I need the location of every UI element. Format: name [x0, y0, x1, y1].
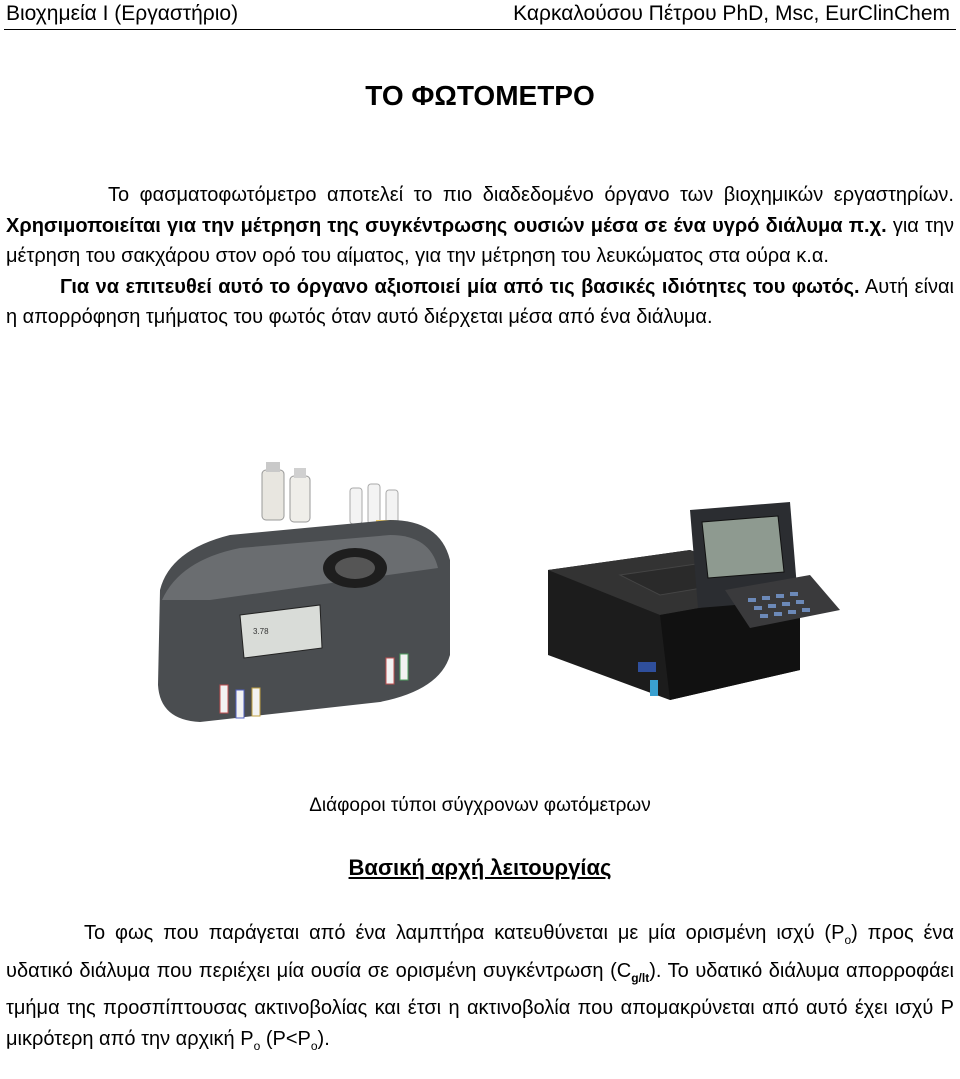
intro-sentence-4: Για να επιτευθεί αυτό το όργανο αξιοποιεί μία από τις βασικές ιδιότητες του φωτός. — [60, 275, 860, 298]
principle-text-5: ). — [317, 1028, 330, 1051]
header-course-title: Βιοχημεία Ι (Εργαστήριο) — [6, 2, 239, 25]
intro-paragraph — [6, 180, 954, 333]
intro-sentence-2: Χρησιμοποιείται για την μέτρηση της συγκέντρωσης ουσιών μέσα σε ένα υγρό διάλυμα π.χ. — [6, 214, 887, 237]
principle-text-3: ). Το υδατικό διάλυμα απορροφάει τμήμα της προσπίπτουσας ακτινοβολίας και έτσι η ακτινοβολία που απομακρύνεται από αυτό έχει ισχύ P μικρότερη από την αρχική P — [6, 959, 954, 1051]
page-title: ΤΟ ΦΩΤΟΜΕΤΡΟ — [365, 80, 595, 111]
subscript-o: o — [844, 933, 852, 947]
header-divider — [4, 29, 956, 30]
display-reading: 3.78 — [253, 627, 269, 636]
principle-text-4: (P<P — [260, 1028, 311, 1051]
subscript-o: o — [310, 1039, 318, 1054]
photometer-images — [150, 440, 960, 770]
photometer-device-2 — [548, 502, 840, 700]
intro-sentence-3: για την μέτρηση του σακχάρου στον ορό του αίματος, για την μέτρηση του λευκώματος στα ούρα κ.α. — [6, 214, 954, 267]
principle-paragraph — [6, 918, 954, 1062]
photometers-illustration — [150, 440, 960, 770]
header-author: Καρκαλούσου Πέτρου PhD, Msc, EurClinChem — [513, 2, 950, 25]
subscript-o: o — [253, 1039, 261, 1054]
intro-sentence-5: Αυτή είναι η απορρόφηση τμήματος του φωτός όταν αυτό διέρχεται μέσα από ένα διάλυμα. — [6, 275, 954, 328]
subscript-concentration: g/lt — [631, 970, 650, 985]
principle-text-2: ) προς ένα υδατικό διάλυμα που περιέχει μία ουσία σε ορισμένη συγκέντρωση (C — [6, 922, 954, 982]
figure-caption: Διάφοροι τύποι σύγχρονων φωτόμετρων — [309, 795, 651, 816]
principle-text-1: Το φως που παράγεται από ένα λαμπτήρα κατευθύνεται με μία ορισμένη ισχύ (P — [84, 922, 845, 944]
section-heading: Βασική αρχή λειτουργίας — [348, 855, 612, 880]
intro-sentence-1: Το φασματοφωτόμετρο αποτελεί το πιο διαδεδομένο όργανο των βιοχημικών εργαστηρίων. — [108, 184, 954, 206]
photometer-device-1 — [158, 462, 450, 722]
